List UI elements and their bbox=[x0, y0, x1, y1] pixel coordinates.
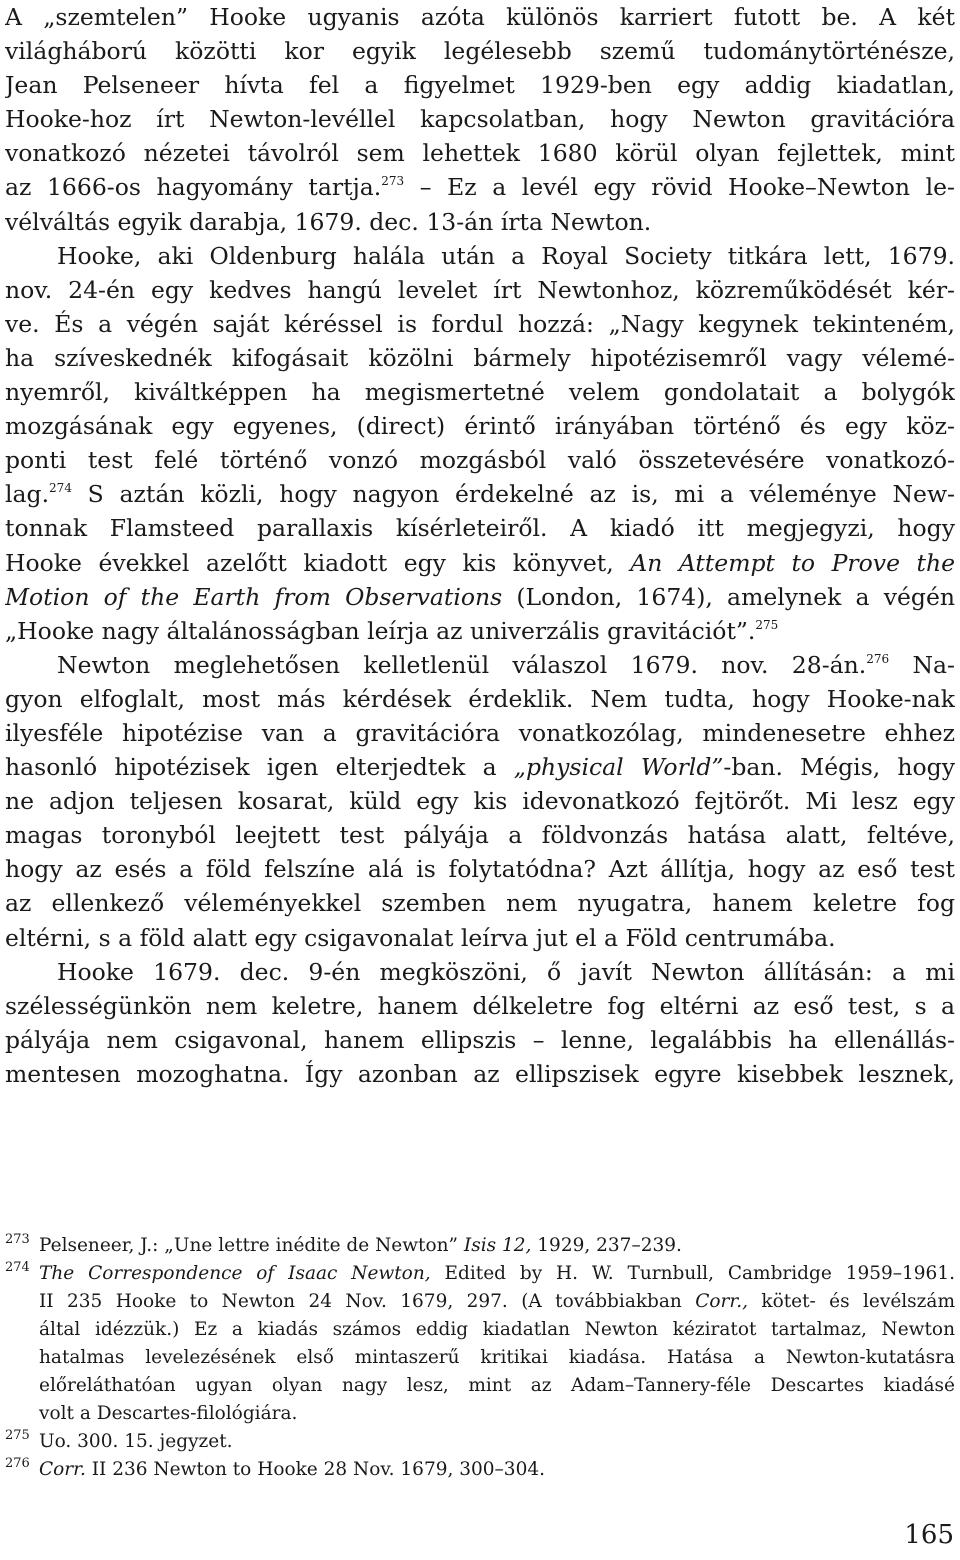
text-line: ve. És a végén saját kéréssel is fordul hozzá: „Nagy kegynek tekinteném, bbox=[5, 309, 955, 338]
footnote-line: által idézzük.) Ez a kiadás számos eddig kiadatlan Newton kéziratot tartalmaz, Newton bbox=[39, 1319, 955, 1340]
footnote-ref: 273 bbox=[381, 174, 405, 189]
text-line: mentesen mozoghatna. Így azonban az ellipszisek egyre kisebbek lesznek, bbox=[5, 1059, 955, 1088]
text-line: mozgásának egy egyenes, (direct) érintő irányában történő és egy köz- bbox=[5, 412, 955, 441]
page-number: 165 bbox=[904, 1520, 954, 1550]
text-line: hasonló hipotézisek igen elterjedtek a „physical World”-ban. Mégis, hogy bbox=[5, 753, 955, 782]
text-line: ilyesféle hipotézise van a gravitációra vonatkozólag, mindenesetre ehhez bbox=[5, 718, 955, 747]
text-line: Hooke évekkel azelőtt kiadott egy kis könyvet, An Attempt to Prove the bbox=[5, 548, 955, 577]
footnote: 275 Uo. 300. 15. jegyzet. bbox=[5, 1428, 955, 1456]
text-line: ha szíveskednék kifogásait közölni bármely hipotézisemről vagy vélemé- bbox=[5, 343, 955, 372]
text-line: „Hooke nagy általánosságban leírja az univerzális gravitációt”.$^{275}$ bbox=[5, 616, 779, 645]
text-line: Hooke, aki Oldenburg halála után a Royal Society titkára lett, 1679. bbox=[57, 241, 955, 270]
text-line: A „szemtelen” Hooke ugyanis azóta különös karriert futott be. A két bbox=[5, 3, 955, 31]
footnote: 276 Corr. II 236 Newton to Hooke 28 Nov. 1679, 300–304. bbox=[5, 1456, 955, 1484]
footnote-ref: 274 bbox=[49, 481, 72, 496]
footnote-number: 276 bbox=[5, 1456, 30, 1471]
footnote: 274 The Correspondence of Isaac Newton, Edited by H. W. Turnbull, Cambridge 1959–1961. bbox=[5, 1260, 955, 1288]
footnote-number: 273 bbox=[5, 1232, 30, 1247]
text-line: világháború közötti kor egyik legélesebb szemű tudománytörténésze, bbox=[5, 37, 955, 66]
text-line: nov. 24-én egy kedves hangú levelet írt Newtonhoz, közreműködését kér- bbox=[5, 275, 955, 304]
footnote-line: II 235 Hooke to Newton 24 Nov. 1679, 297. (A továbbiakban Corr., kötet- és levélszám bbox=[39, 1291, 955, 1312]
text-line: nyemről, kiváltképpen ha megismertetné velem gondolatait a bolygók bbox=[5, 378, 955, 407]
footnote-number: 275 bbox=[5, 1428, 30, 1443]
footnote: 273 Pelseneer, J.: „Une lettre inédite de Newton” Isis 12, 1929, 237–239. bbox=[5, 1232, 955, 1260]
text-line: lag.$^{274}$ S aztán közli, hogy nagyon érdekelné az is, mi a véleménye New- bbox=[5, 480, 955, 509]
text-line: Hooke-hoz írt Newton-levéllel kapcsolatban, hogy Newton gravitációra bbox=[5, 105, 955, 134]
main-text bbox=[5, 0, 955, 1091]
text-line: Hooke 1679. dec. 9-én megköszöni, ő javít Newton állításán: a mi bbox=[57, 957, 955, 986]
footnote-number: 274 bbox=[5, 1260, 30, 1275]
footnote-ref: 275 bbox=[755, 617, 779, 632]
book-title: An Attempt to Prove the bbox=[630, 548, 955, 577]
footnote-line: előreláthatóan ugyan olyan nagy lesz, mint az Adam–Tannery-féle Descartes kiadásé bbox=[39, 1375, 955, 1396]
quoted-term: „physical World” bbox=[513, 753, 724, 782]
text-line: magas toronyból leejtett test pályája a földvonzás hatása alatt, feltéve, bbox=[5, 821, 955, 850]
text-line: Motion of the Earth from Observations (London, 1674), amelynek a végén bbox=[5, 582, 955, 611]
text-line: ne adjon teljesen kosarat, küld egy kis idevonatkozó fejtörőt. Mi lesz egy bbox=[5, 787, 955, 816]
text-line: vonatkozó nézetei távolról sem lehettek 1680 körül olyan fejlettek, mint bbox=[5, 139, 955, 168]
text-line: az ellenkező véleményekkel szemben nem nyugatra, hanem keletre fog bbox=[5, 889, 955, 918]
text-line: ponti test felé történő vonzó mozgásból való összetevésére vonatkozó- bbox=[5, 446, 955, 475]
text-line: Newton meglehetősen kelletlenül válaszol 1679. nov. 28-án.$^{276}$ Na- bbox=[57, 650, 955, 679]
footnote-line: volt a Descartes-filológiára. bbox=[39, 1403, 298, 1424]
text-line: az 1666-os hagyomány tartja.$^{273}$ – Ez a levél egy rövid Hooke–Newton le- bbox=[5, 173, 955, 202]
footnote-ref: 276 bbox=[866, 651, 890, 666]
footnotes bbox=[5, 1232, 955, 1484]
text-line: eltérni, s a föld alatt egy csigavonalat leírva jut el a Föld centrumába. bbox=[5, 923, 836, 952]
text-line: vélváltás egyik darabja, 1679. dec. 13-án írta Newton. bbox=[5, 207, 652, 236]
footnote-line: hatalmas levelezésének első mintaszerű kritikai kiadása. Hatása a Newton-kutatásra bbox=[39, 1347, 955, 1368]
text-line: tonnak Flamsteed parallaxis kísérleteiről. A kiadó itt megjegyzi, hogy bbox=[5, 514, 955, 543]
text-line: gyon elfoglalt, most más kérdések érdeklik. Nem tudta, hogy Hooke-nak bbox=[5, 684, 955, 713]
text-line: szélességünkön nem keletre, hanem délkeletre fog eltérni az eső test, s a bbox=[5, 991, 955, 1020]
text-line: Jean Pelseneer hívta fel a figyelmet 1929-ben egy addig kiadatlan, bbox=[5, 71, 955, 100]
text-line: pályája nem csigavonal, hanem ellipszis – lenne, legalábbis ha ellenállás- bbox=[5, 1025, 955, 1054]
book-title: Motion of the Earth from Observations bbox=[5, 582, 503, 611]
text-line: hogy az esés a föld felszíne alá is folytatódna? Azt állítja, hogy az eső test bbox=[5, 855, 955, 884]
